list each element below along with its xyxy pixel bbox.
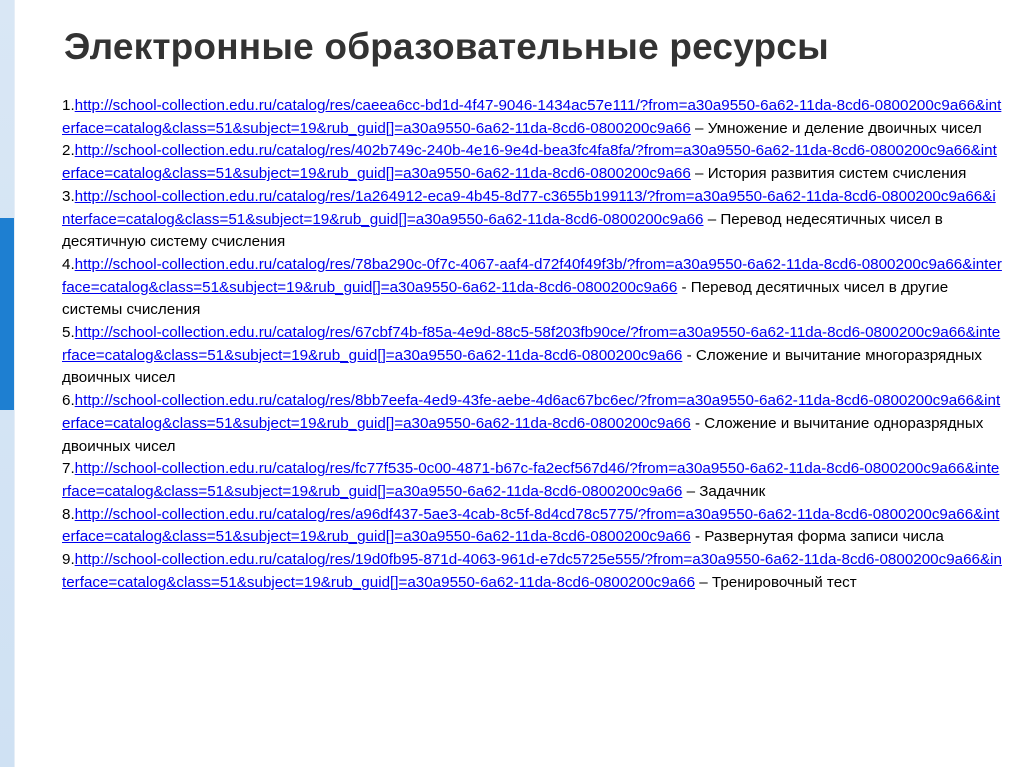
page-title: Электронные образовательные ресурсы (64, 26, 829, 67)
item-description: – Умножение и деление двоичных чисел (690, 119, 982, 137)
item-number: 7. (62, 460, 75, 478)
resource-list (62, 95, 1002, 594)
item-number: 5. (62, 324, 75, 342)
resource-item-1 (62, 95, 1002, 140)
resource-item-8 (62, 504, 1002, 549)
resource-item-9 (62, 549, 1002, 594)
resource-link[interactable]: http://school-collection.edu.ru/catalog/res/fc77f535-0c00-4871-b67c-fa2ecf567d46/?from=a30a9550-6a62-11da-8cd6-0800200c9a66&interface=catalog&class=51&subject=19&rub_guid[]=a30a9550-6a62-11da-8cd6-0800200c9a66 (62, 460, 1000, 500)
item-number: 3. (62, 187, 75, 205)
item-description: – Перевод недесятичных чисел в десятичную систему счисления (62, 210, 943, 251)
resource-item-3 (62, 186, 1002, 254)
item-number: 4. (62, 255, 75, 273)
resource-item-6 (62, 390, 1002, 458)
item-number: 9. (62, 551, 75, 569)
resource-link[interactable]: http://school-collection.edu.ru/catalog/res/19d0fb95-871d-4063-961d-e7dc5725e555/?from=a30a9550-6a62-11da-8cd6-0800200c9a66&interface=catalog&class=51&subject=19&rub_guid[]=a30a9550-6a62-11da-8cd6-0800200c9a66 (62, 551, 1002, 591)
side-accent-highlight (0, 218, 14, 410)
resource-link[interactable]: http://school-collection.edu.ru/catalog/res/67cbf74b-f85a-4e9d-88c5-58f203fb90ce/?from=a30a9550-6a62-11da-8cd6-0800200c9a66&interface=catalog&class=51&subject=19&rub_guid[]=a30a9550-6a62-11da-8cd6-0800200c9a66 (62, 324, 1001, 364)
resource-link[interactable]: http://school-collection.edu.ru/catalog/res/caeea6cc-bd1d-4f47-9046-1434ac57e111/?from=a30a9550-6a62-11da-8cd6-0800200c9a66&interface=catalog&class=51&subject=19&rub_guid[]=a30a9550-6a62-11da-8cd6-0800200c9a66 (62, 97, 1002, 137)
resource-link[interactable]: http://school-collection.edu.ru/catalog/res/a96df437-5ae3-4cab-8c5f-8d4cd78c5775/?from=a30a9550-6a62-11da-8cd6-0800200c9a66&interface=catalog&class=51&subject=19&rub_guid[]=a30a9550-6a62-11da-8cd6-0800200c9a66 (62, 505, 1000, 546)
item-description: - Развернутая форма записи числа (690, 528, 944, 546)
item-description: - Сложение и вычитание многоразрядных двоичных чисел (62, 346, 983, 387)
resource-item-4 (62, 254, 1002, 322)
item-description: - Перевод десятичных чисел в другие системы счисления (62, 278, 949, 319)
item-description: - Сложение и вычитание одноразрядных двоичных чисел (62, 414, 984, 455)
item-number: 6. (62, 392, 75, 410)
item-number: 1. (62, 97, 75, 114)
resource-link[interactable]: http://school-collection.edu.ru/catalog/res/1a264912-eca9-4b45-8d77-c3655b199113/?from=a30a9550-6a62-11da-8cd6-0800200c9a66&interface=catalog&class=51&subject=19&rub_guid[]=a30a9550-6a62-11da-8cd6-0800200c9a66 (62, 187, 996, 228)
resource-link[interactable]: http://school-collection.edu.ru/catalog/res/402b749c-240b-4e16-9e4d-bea3fc4fa8fa/?from=a30a9550-6a62-11da-8cd6-0800200c9a66&interface=catalog&class=51&subject=19&rub_guid[]=a30a9550-6a62-11da-8cd6-0800200c9a66 (62, 142, 997, 183)
resource-item-7 (62, 458, 1002, 503)
item-number: 2. (62, 142, 75, 160)
item-description: – История развития систем счисления (690, 165, 967, 183)
item-number: 8. (62, 505, 75, 523)
resource-link[interactable]: http://school-collection.edu.ru/catalog/res/8bb7eefa-4ed9-43fe-aebe-4d6ac67bc6ec/?from=a30a9550-6a62-11da-8cd6-0800200c9a66&interface=catalog&class=51&subject=19&rub_guid[]=a30a9550-6a62-11da-8cd6-0800200c9a66 (62, 392, 1001, 432)
item-description: – Тренировочный тест (695, 573, 857, 591)
side-accent-divider (14, 0, 15, 767)
resource-item-5 (62, 322, 1002, 390)
item-description: – Задачник (682, 482, 766, 500)
resource-item-2 (62, 140, 1002, 185)
resource-link[interactable]: http://school-collection.edu.ru/catalog/res/78ba290c-0f7c-4067-aaf4-d72f40f49f3b/?from=a30a9550-6a62-11da-8cd6-0800200c9a66&interface=catalog&class=51&subject=19&rub_guid[]=a30a9550-6a62-11da-8cd6-0800200c9a66 (62, 255, 1002, 296)
